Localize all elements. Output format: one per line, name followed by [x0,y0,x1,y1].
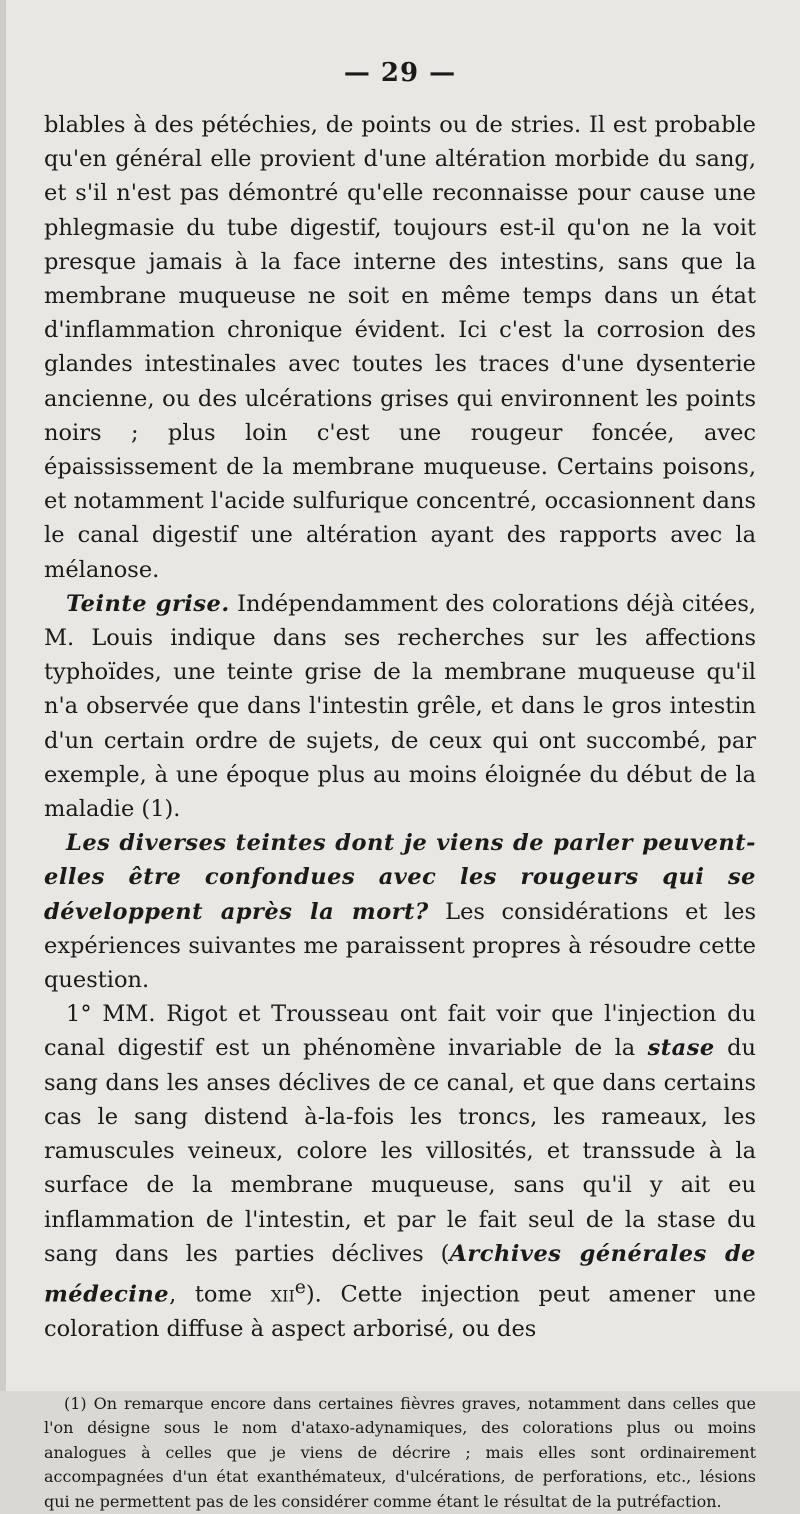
tome-number: xii [270,1281,295,1308]
paragraph-question [44,826,756,997]
section-heading-teinte-grise: Teinte grise. [66,590,230,617]
tome-superscript: e [294,1276,306,1298]
stase-term: stase [647,1035,715,1062]
paragraph-part-b: du sang dans les anses déclives de ce canal, et que dans certains cas le sang distend à-la-fois les troncs, les rameaux, les ramuscules veineux, colore les villosités, et transsude à la surface de la membrane muqueuse, sans qu'il y ait eu inflammation de l'intestin, et par le fait seul de la stase du sang dans les parties déclives ( [44,1035,757,1267]
paragraph-part-a: 1° MM. Rigot et Trousseau ont fait voir que l'injection du canal digestif est un phénomène invariable de la [44,1001,756,1062]
paragraph-melanose: blables à des pétéchies, de points ou de stries. Il est probable qu'en général elle provient d'une altération morbide du sang, et s'il n'est pas démontré qu'elle reconnaisse pour cause une phlegmasie du tube digestif, toujours est-il qu'on ne la voit presque jamais à la face interne des intestins, sans que la membrane muqueuse ne soit en même temps dans un état d'inflammation chronique évident. Ici c'est la corrosion des glandes intestinales avec toutes les traces d'une dysenterie ancienne, ou des ulcérations grises qui environnent les points noirs ; plus loin c'est une rougeur foncée, avec épaississement de la membrane muqueuse. Certains poisons, et notamment l'acide sulfurique concentré, occasionnent dans le canal digestif une altération ayant des rapports avec la mélanose. [44,112,756,583]
page-number: — 29 — [343,58,457,88]
paragraph-part-d: ). Cette injection peut amener une coloration diffuse à aspect arborisé, ou des [44,1281,756,1342]
footnotes [44,1392,756,1514]
citation-archives: Archives générales de médecine [44,1240,756,1308]
footnote-1: (1) On remarque encore dans certaines fièvres graves, notamment dans celles que l'on désigne sous le nom d'ataxo-adynamiques, des colorations plus ou moins analogues à celles que je viens de décrire ; mais elles sont ordinairement accompagnées d'un état exanthémateux, d'ulcérations, de perforations, etc., lésions qui ne permettent pas de les considérer comme étant le résultat de la putréfaction. [44,1393,756,1511]
paragraph-rigot-trousseau [44,997,756,1346]
main-text [44,108,756,1346]
paragraph-teinte-grise [44,587,756,826]
question-heading: Les diverses teintes dont je viens de parler peuvent-elles être confondues avec les rougeurs qui se développent après la mort? [44,830,756,925]
paragraph-part-c: , tome [169,1281,271,1308]
paragraph-teinte-grise-text: Indépendamment des colorations déjà citées, M. Louis indique dans ses recherches sur les affections typhoïdes, une teinte grise de la membrane muqueuse qu'il n'a observée que dans l'intestin grêle, et dans le gros intestin d'un certain ordre de sujets, de ceux qui ont succombé, par exemple, à une époque plus au moins éloignée du début de la maladie (1). [44,590,757,823]
paragraph-question-text: Les considérations et les expériences suivantes me paraissent propres à résoudre cette question. [44,898,757,994]
